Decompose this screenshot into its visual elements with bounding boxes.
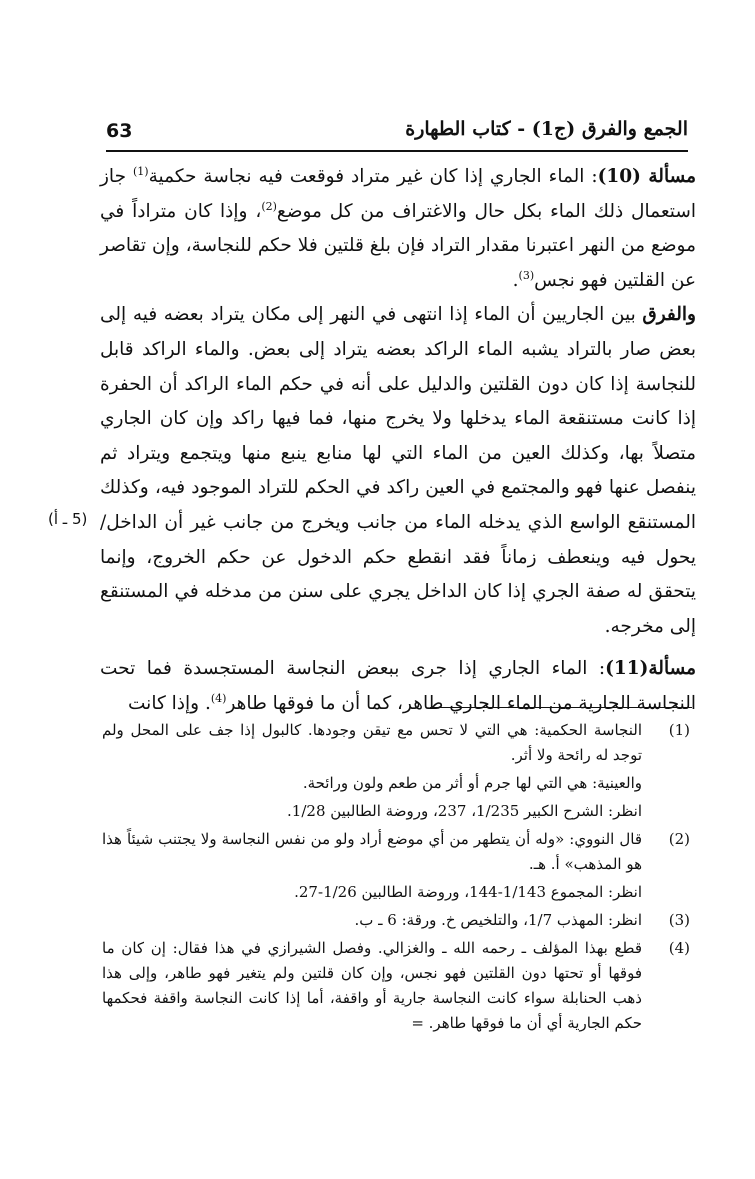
paragraph-masala-11	[100, 652, 696, 721]
paragraph-lead: مسألة(11)	[605, 658, 696, 680]
header-rule	[106, 150, 688, 152]
paragraph-lead: مسألة (10)	[597, 166, 696, 187]
footnote-separator	[430, 707, 692, 708]
paragraph-text: ، وإذا كان متراداً في موضع من النهر اعتبرنا مقدار التراد فإن بلغ قلتين فلا حكم للنجاسة، وإن تقاصر عن القلتين فهو نجس	[100, 200, 696, 291]
footnote-4	[102, 936, 690, 1036]
paragraph-text: : الماء الجاري إذا جرى ببعض النجاسة المستجسدة فما تحت النجاسة الجارية من الماء الجاري طاهر، كما أن ما فوقها طاهر	[100, 658, 696, 714]
footnote-line: قطع بهذا المؤلف ـ رحمه الله ـ والغزالي. وفصل الشيرازي في هذا فقال: إن كان ما فوقها أو تحتها دون القلتين فهو نجس، وإن كان قلتين ولم يتغير فهو طاهر، وإلى هذا ذهب الحنابلة سواء كانت النجاسة جارية أو واقفة، أما إذا كانت النجاسة واقفة فحكمها حكم الجارية أي أن ما فوقها طاهر. =	[102, 939, 642, 1032]
paragraph-text: . وإذا كانت	[128, 692, 211, 714]
footnote-number: (3)	[668, 911, 690, 929]
paragraph-masala-10	[100, 160, 696, 298]
paragraph-farq	[100, 298, 696, 644]
main-text	[100, 160, 696, 722]
footnote-2	[102, 827, 690, 905]
footnote-3	[102, 908, 690, 933]
page-number: 63	[106, 120, 133, 142]
paragraph-gap	[100, 644, 696, 652]
footnote-ref[interactable]: (2)	[261, 199, 277, 213]
footnote-number: (1)	[668, 721, 690, 739]
footnote-line: قال النووي: «وله أن يتطهر من أي موضع أراد ولو من نفس النجاسة ولا يجتنب شيئاً هذا هو المذهب» أ. هـ.	[102, 830, 642, 873]
footnote-number: (2)	[668, 830, 690, 848]
footnotes	[102, 718, 690, 1039]
footnote-line: والعينية: هي التي لها جرم أو أثر من طعم ولون ورائحة.	[302, 774, 642, 792]
paragraph-text: : الماء الجاري إذا كان غير متراد فوقعت فيه نجاسة حكمية	[148, 166, 598, 187]
paragraph-text: .	[512, 269, 519, 291]
paragraph-text: بين الجاريين أن الماء إذا انتهى في النهر إلى مكان يتراد بعضه فيه إلى بعض صار بالتراد يشبه الماء الراكد بعضه يتراد إلى بعض. والماء الراكد قابل للنجاسة إذا كان دون القلتين والدليل على أنه في حكم الماء الراكد أن الحفرة إذا كانت مستنقعة الماء يدخلها ولا يخرج منها، فما فيها راكد وإن كان الجاري متصلاً بها، وكذلك العين من الماء التي لها منابع ينبع منها ويتجمع ويتراد ثم ينفصل عنها فهو والمجتمع في العين راكد في الحكم للتراد الموجود فيه، وكذلك المستنقع الواسع الذي يدخله الماء من جانب ويخرج من جانب غير أن الداخل/ يحول فيه وينعطف زماناً فقد انقطع حكم الدخول عن حكم الخروج، وإنما يتحقق له صفة الجري إذا كان الداخل يجري على سنن من مدخله في المستنقع إلى مخرجه.	[100, 304, 696, 637]
page-header	[92, 116, 688, 150]
footnote-ref[interactable]: (4)	[210, 691, 227, 705]
paragraph-lead: والفرق	[642, 304, 696, 326]
margin-folio-note: (5 ـ أ)	[48, 510, 88, 528]
running-title: الجمع والفرق (ج1) - كتاب الطهارة	[405, 118, 688, 140]
footnote-line: انظر: الشرح الكبير 1/235، 237، وروضة الطالبين 1/28.	[287, 802, 642, 820]
footnote-number: (4)	[668, 939, 690, 957]
footnote-line: النجاسة الحكمية: هي التي لا تحس مع تيقن وجودها. كالبول إذا جف على المحل ولم توجد له رائحة ولا أثر.	[102, 721, 642, 764]
footnote-line: انظر: المجموع 1/143-144، وروضة الطالبين 1/26-27.	[294, 883, 642, 901]
paragraph-text: جاز استعمال ذلك الماء بكل حال والاغتراف من كل موضع	[100, 166, 696, 222]
footnote-ref[interactable]: (1)	[132, 164, 149, 178]
footnote-1	[102, 718, 690, 824]
footnote-ref[interactable]: (3)	[518, 268, 535, 282]
footnote-line: انظر: المهذب 1/7، والتلخيص خ. ورقة: 6 ـ ب.	[354, 911, 642, 929]
